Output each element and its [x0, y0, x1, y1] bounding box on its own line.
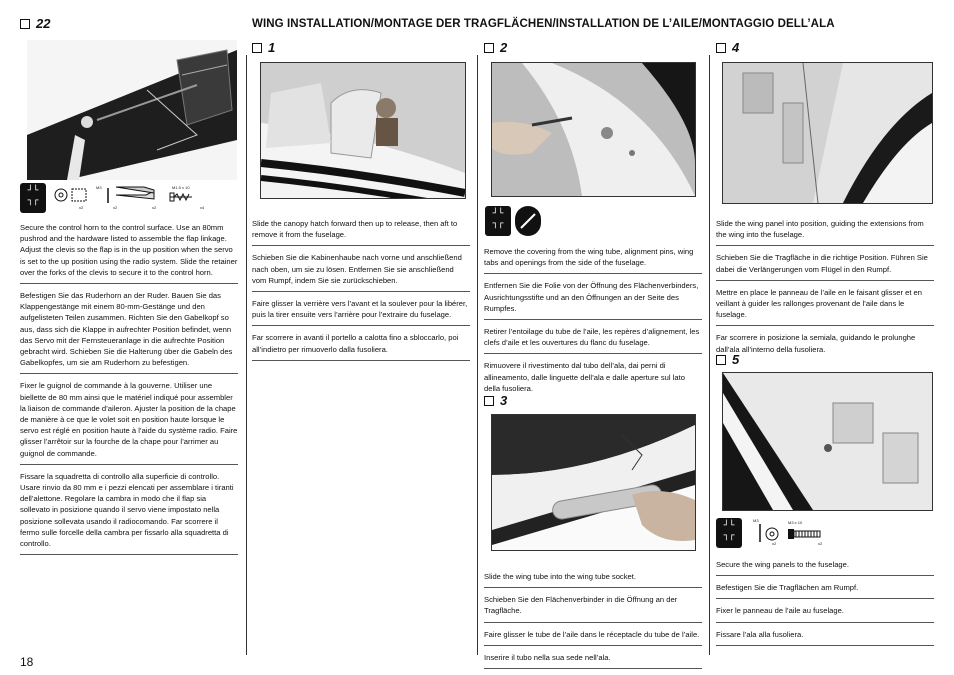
- instruction-fr: Mettre en place le panneau de l’aile en le faisant glisser et en veillant à guider les rallonges provenant de l’aile dans le fuselage.: [716, 287, 934, 327]
- control-horn-photo: [27, 40, 237, 180]
- instruction-de: Schieben Sie die Kabinenhaube nach vorne und anschließend nach oben, um sie zu lösen. Entfernen Sie sie anschließend vom Rumpf, indem Sie sie zurückschieben.: [252, 252, 470, 292]
- col3-text-a: [484, 246, 702, 405]
- step-3-heading: [484, 393, 507, 408]
- instruction-en: Slide the canopy hatch forward then up to release, then aft to remove it from the fuselage.: [252, 218, 470, 246]
- instruction-en: Secure the wing panels to the fuselage.: [716, 559, 934, 576]
- instruction-fr: Faire glisser la verrière vers l’avant et la soulever pour la libérer, puis la tirer ensuite vers l’arrière pour l’extraire du fuselage.: [252, 298, 470, 326]
- instruction-it: Inserire il tubo nella sua sede nell’ala.: [484, 652, 702, 669]
- instruction-it: Fissare la squadretta di controllo alla superficie di controllo. Usare rinvio da 80 mm e i pezzi elencati per assemblare i tiranti dell’alettone. Regolare la cambra in modo che il flap sia sollevato in posizione quando il servo viene impostato nella posizione sollevata usando il radiocomando. Far scorrere il fermo sulle forcelle della cambra per fissarlo alla squadretta di controllo.: [20, 471, 238, 555]
- column-divider: [477, 55, 478, 655]
- instruction-de: Schieben Sie die Tragfläche in die richtige Position. Führen Sie dabei die Verlängerungen vom Flügel in den Rumpf.: [716, 252, 934, 280]
- step-1-heading: [252, 40, 275, 55]
- instruction-it: Fissare l’ala alla fusoliera.: [716, 629, 934, 646]
- col1-text: [20, 222, 238, 561]
- instruction-fr: Faire glisser le tube de l’aile dans le réceptacle du tube de l’aile.: [484, 629, 702, 646]
- step-number: 2: [500, 40, 508, 55]
- instruction-en: Slide the wing panel into position, guiding the extensions from the wing into the fuselage.: [716, 218, 934, 246]
- col4-text-b: [716, 559, 934, 652]
- checkbox-icon: [716, 43, 726, 53]
- step-4-heading: [716, 40, 739, 55]
- instruction-en: Slide the wing tube into the wing tube socket.: [484, 571, 702, 588]
- hardware-count: x2: [79, 205, 84, 210]
- instruction-it: Far scorrere in posizione la semiala, guidando le prolunghe dall’ala all’interno della fusoliera.: [716, 333, 916, 354]
- hex-wrench-icon: ┘└ ┐┌: [716, 518, 742, 548]
- instruction-en: Secure the control horn to the control surface. Use an 80mm pushrod and the hardware listed to assemble the flap linkage. Adjust the clevis so the flap is in the up position when the servo is set to the up position using the radio system. Slide the retainer over the forks of the clevis to secure it to the control horn.: [20, 222, 238, 284]
- step-5-heading: [716, 352, 739, 367]
- instruction-en: Remove the covering from the wing tube, alignment pins, wing tabs and openings from the side of the fuselage.: [484, 246, 702, 274]
- instruction-fr: Retirer l’entoilage du tube de l’aile, les repères d’alignement, les clefs d’aile et les ouvertures du flanc du fuselage.: [484, 326, 702, 354]
- wing-tube-cutting-photo: [491, 62, 696, 197]
- instruction-de: Entfernen Sie die Folie von der Öffnung des Flächenverbinders, Ausrichtungsstifte und an den Öffnungen an der Seite des Rumpfes.: [484, 280, 702, 320]
- hardware-count: x2: [113, 205, 118, 210]
- step-2-heading: [484, 40, 507, 55]
- instruction-de: Befestigen Sie die Tragflächen am Rumpf.: [716, 582, 934, 599]
- instruction-de: Befestigen Sie das Ruderhorn an der Ruder. Bauen Sie das Klappengestänge mit einem 80-mm-Gestänge und den aufgelisteten Teilen zusammen. Richten Sie den Gabelkopf so aus, dass sich die Klappe in aufrechter Position befindet, wenn das Servo mit der Fernsteueranlage in die aufrechte Position gebracht wird. Schieben Sie die Halterung über die Gabeln des Gabelkopfes, um sie am Ruderhorn zu befestigen.: [20, 290, 238, 374]
- checkbox-icon: [20, 19, 30, 29]
- hardware-label-m3: M3: [753, 518, 759, 523]
- step-number: 5: [732, 352, 740, 367]
- instruction-it: Rimuovere il rivestimento dal tubo dell’ala, dai perni di allineamento, dalle linguette dell’ala e dalle aperture sul lato della fusoliera.: [484, 361, 685, 393]
- instruction-it: Far scorrere in avanti il portello a calotta fino a sbloccarlo, poi all’indietro per rimuoverlo dalla fusoliera.: [252, 332, 470, 360]
- wing-tube-insert-photo: [491, 414, 696, 551]
- checkbox-icon: [716, 355, 726, 365]
- col2-text: [252, 218, 470, 367]
- column-divider: [709, 55, 710, 655]
- page-title: WING INSTALLATION/MONTAGE DER TRAGFLÄCHEN/INSTALLATION DE L’AILE/MONTAGGIO DELL’ALA: [252, 18, 835, 30]
- checkbox-icon: [484, 396, 494, 406]
- column-divider: [246, 55, 247, 655]
- instruction-de: Schieben Sie den Flächenverbinder in die Öffnung an der Tragfläche.: [484, 594, 702, 622]
- checkbox-icon: [484, 43, 494, 53]
- hardware-count: x2: [772, 541, 777, 546]
- canopy-photo: [260, 62, 466, 199]
- instruction-fr: Fixer le panneau de l’aile au fuselage.: [716, 605, 934, 622]
- hardware-count: x2: [152, 205, 157, 210]
- hardware-count: x4: [200, 205, 205, 210]
- page-number: 18: [20, 655, 34, 669]
- hardware-label-m3: M3: [96, 185, 102, 190]
- hardware-label-screw: M3 x 10: [788, 520, 803, 525]
- step-number: 1: [268, 40, 276, 55]
- checkbox-icon: [252, 43, 262, 53]
- instruction-fr: Fixer le guignol de commande à la gouverne. Utiliser une biellette de 80 mm ainsi que le matériel indiqué pour assembler la liaison de commande d’aileron. Ajuster la position de la chape de manière à ce que le volet soit en position haute lorsque le servo est réglé en position haute à l’aide du système radio. Faire glisser l’arrêtoir sur la fourche de la chape pour l’arrimer au guignol de commande.: [20, 380, 238, 464]
- wing-panel-photo: [722, 62, 933, 204]
- hex-wrench-icon: ┘└ ┐┌: [20, 183, 46, 213]
- wing-bolt-photo: [722, 372, 933, 511]
- step-number: 4: [732, 40, 740, 55]
- step-number: 3: [500, 393, 508, 408]
- col4-text-a: [716, 218, 934, 366]
- step-number: 22: [36, 16, 51, 31]
- hex-wrench-icon: ┘└ ┐┌: [485, 206, 511, 236]
- hobby-knife-icon: [515, 206, 541, 236]
- hardware-label-screw: M1.5 x 10: [172, 185, 190, 190]
- hardware-count: x2: [818, 541, 823, 546]
- step-22-heading: [20, 16, 50, 31]
- col3-text-b: [484, 571, 702, 675]
